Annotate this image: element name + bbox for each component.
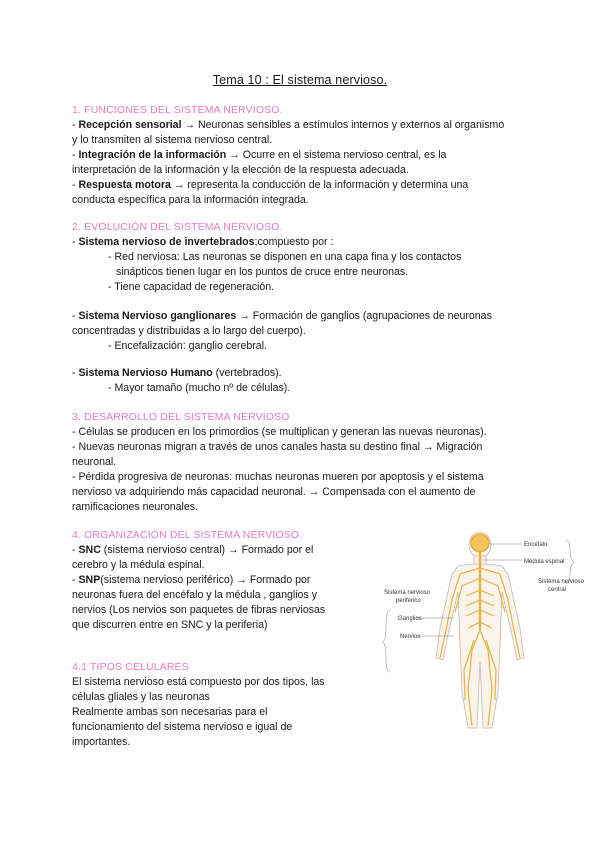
label-ganglios: Ganglios: [398, 616, 422, 622]
page-title: Tema 10 : El sistema nervioso.: [212, 73, 388, 87]
label-snp-line2: periférico: [396, 598, 421, 604]
text-run: ;compuesto por :: [254, 236, 334, 248]
nervous-system-figure: [362, 530, 600, 730]
paragraph-line: ramificaciones neuronales.: [72, 501, 199, 513]
label-nervios: Nervios: [400, 634, 421, 640]
paragraph-line: Realmente ambas son necesarias para el: [72, 706, 268, 718]
bold-term: SNP: [78, 574, 101, 586]
bold-term: Sistema Nervioso Humano: [78, 367, 213, 379]
text-run: (sistema nervioso periférico) → Formado por: [100, 574, 311, 586]
paragraph-line: - Sistema Nervioso ganglionares → Formación de ganglios (agrupaciones de neuronas: [72, 310, 492, 322]
paragraph-line: importantes.: [72, 736, 131, 748]
paragraph-line: - SNP(sistema nervioso periférico) → Formado por: [72, 574, 311, 586]
paragraph-line: concentradas y distribuidas a lo largo del cuerpo).: [72, 325, 306, 337]
paragraph-line: - Recepción sensorial → Neuronas sensibles a estímulos internos y externos al organismo: [72, 119, 505, 131]
label-snp-line1: Sistema nervioso: [384, 590, 431, 596]
section-heading: 2. EVOLUCIÓN DEL SISTEMA NERVIOSO.: [72, 222, 283, 233]
paragraph-line: conducta específica para la información integrada.: [72, 194, 309, 206]
section-tipos-celulares: [72, 660, 362, 750]
indented-line: - Red nerviosa: Las neuronas se disponen en una capa fina y los contactos: [108, 251, 462, 263]
section-evolucion-humano: [72, 366, 542, 396]
bold-term: Recepción sensorial: [78, 119, 182, 131]
text-run: (sistema nervioso central) → Formado por el: [100, 544, 314, 556]
paragraph-line: neuronas fuera del encéfalo y la médula , ganglios y: [72, 589, 317, 601]
section-heading: 4. ORGANIZACIÓN DEL SISTEMA NERVIOSO.: [72, 530, 303, 541]
section-evolucion: [72, 220, 542, 295]
paragraph-line: nervioso va adquiriendo más capacidad neuronal. → Compensada con el aumento de: [72, 486, 476, 498]
bold-term: Integración de la información: [78, 149, 227, 161]
paragraph-line: cerebro y la médula espinal.: [72, 559, 205, 571]
text-run: → Ocurre en el sistema nervioso central, es la: [226, 149, 447, 161]
paragraph-line: - Sistema nervioso de invertebrados;compuesto por :: [72, 236, 334, 248]
paragraph-line: - Células se producen en los primordios (se multiplican y generan las nuevas neuronas).: [72, 426, 487, 438]
indented-line: - Encefalización: ganglio cerebral.: [108, 340, 267, 352]
label-medula: Médula espinal: [524, 559, 565, 565]
indented-line: - Tiene capacidad de regeneración.: [108, 281, 275, 293]
paragraph-line: nervios (Los nervios son paquetes de fibras nerviosas: [72, 604, 326, 616]
paragraph-line: - SNC (sistema nervioso central) → Formado por el: [72, 544, 314, 556]
section-heading: 3. DESARROLLO DEL SISTEMA NERVIOSO: [72, 412, 290, 423]
text-run: → Formación de ganglios (agrupaciones de neuronas: [236, 310, 492, 322]
paragraph-line: - Sistema Nervioso Humano (vertebrados).: [72, 367, 282, 379]
nerve-network: [440, 534, 520, 726]
bold-term: SNC: [78, 544, 101, 556]
paragraph-line: El sistema nervioso está compuesto por dos tipos, las: [72, 676, 325, 688]
section-organizacion: [72, 528, 362, 633]
section-funciones: [72, 103, 542, 208]
text-run: (vertebrados).: [212, 367, 282, 379]
paragraph-line: - Nuevas neuronas migran a través de unos canales hasta su destino final → Migración: [72, 441, 483, 453]
paragraph-line: y lo transmiten al sistema nervioso central.: [72, 134, 273, 146]
label-encefalo: Encéfalo: [524, 542, 548, 548]
section-heading: 1. FUNCIONES DEL SISTEMA NERVIOSO.: [72, 105, 283, 116]
paragraph-line: neuronal.: [72, 456, 117, 468]
section-heading: 4.1 TIPOS CELULARES: [72, 662, 189, 673]
paragraph-line: - Respuesta motora → representa la conducción de la información y determina una: [72, 179, 469, 191]
section-desarrollo: [72, 410, 542, 515]
paragraph-line: - Integración de la información → Ocurre en el sistema nervioso central, es la: [72, 149, 447, 161]
section-evolucion-ganglionares: [72, 309, 542, 354]
label-snc-line2: central: [548, 587, 567, 593]
bold-term: Sistema Nervioso ganglionares: [78, 310, 237, 322]
indented-line: sinápticos tienen lugar en los puntos de cruce entre neuronas.: [116, 266, 409, 278]
paragraph-line: células gliales y las neuronas: [72, 691, 210, 703]
indented-line: - Mayor tamaño (mucho nº de células).: [108, 382, 291, 394]
paragraph-line: que discurren entre en SNC y la periferia): [72, 619, 268, 631]
paragraph-line: - Pérdida progresiva de neuronas: muchas neuronas mueren por apoptosis y el sistema: [72, 471, 484, 483]
label-snc-line1: Sistema nervioso: [538, 579, 585, 585]
text-run: → Neuronas sensibles a estímulos internos y externos al organismo: [181, 119, 505, 131]
text-run: → representa la conducción de la información y determina una: [170, 179, 469, 191]
bold-term: Respuesta motora: [78, 179, 171, 191]
nervous-system-illustration: [362, 530, 600, 730]
paragraph-line: interpretación de la información y la elección de la respuesta adecuada.: [72, 164, 409, 176]
bold-term: Sistema nervioso de invertebrados: [78, 236, 255, 248]
paragraph-line: funcionamiento del sistema nervioso e igual de: [72, 721, 293, 733]
